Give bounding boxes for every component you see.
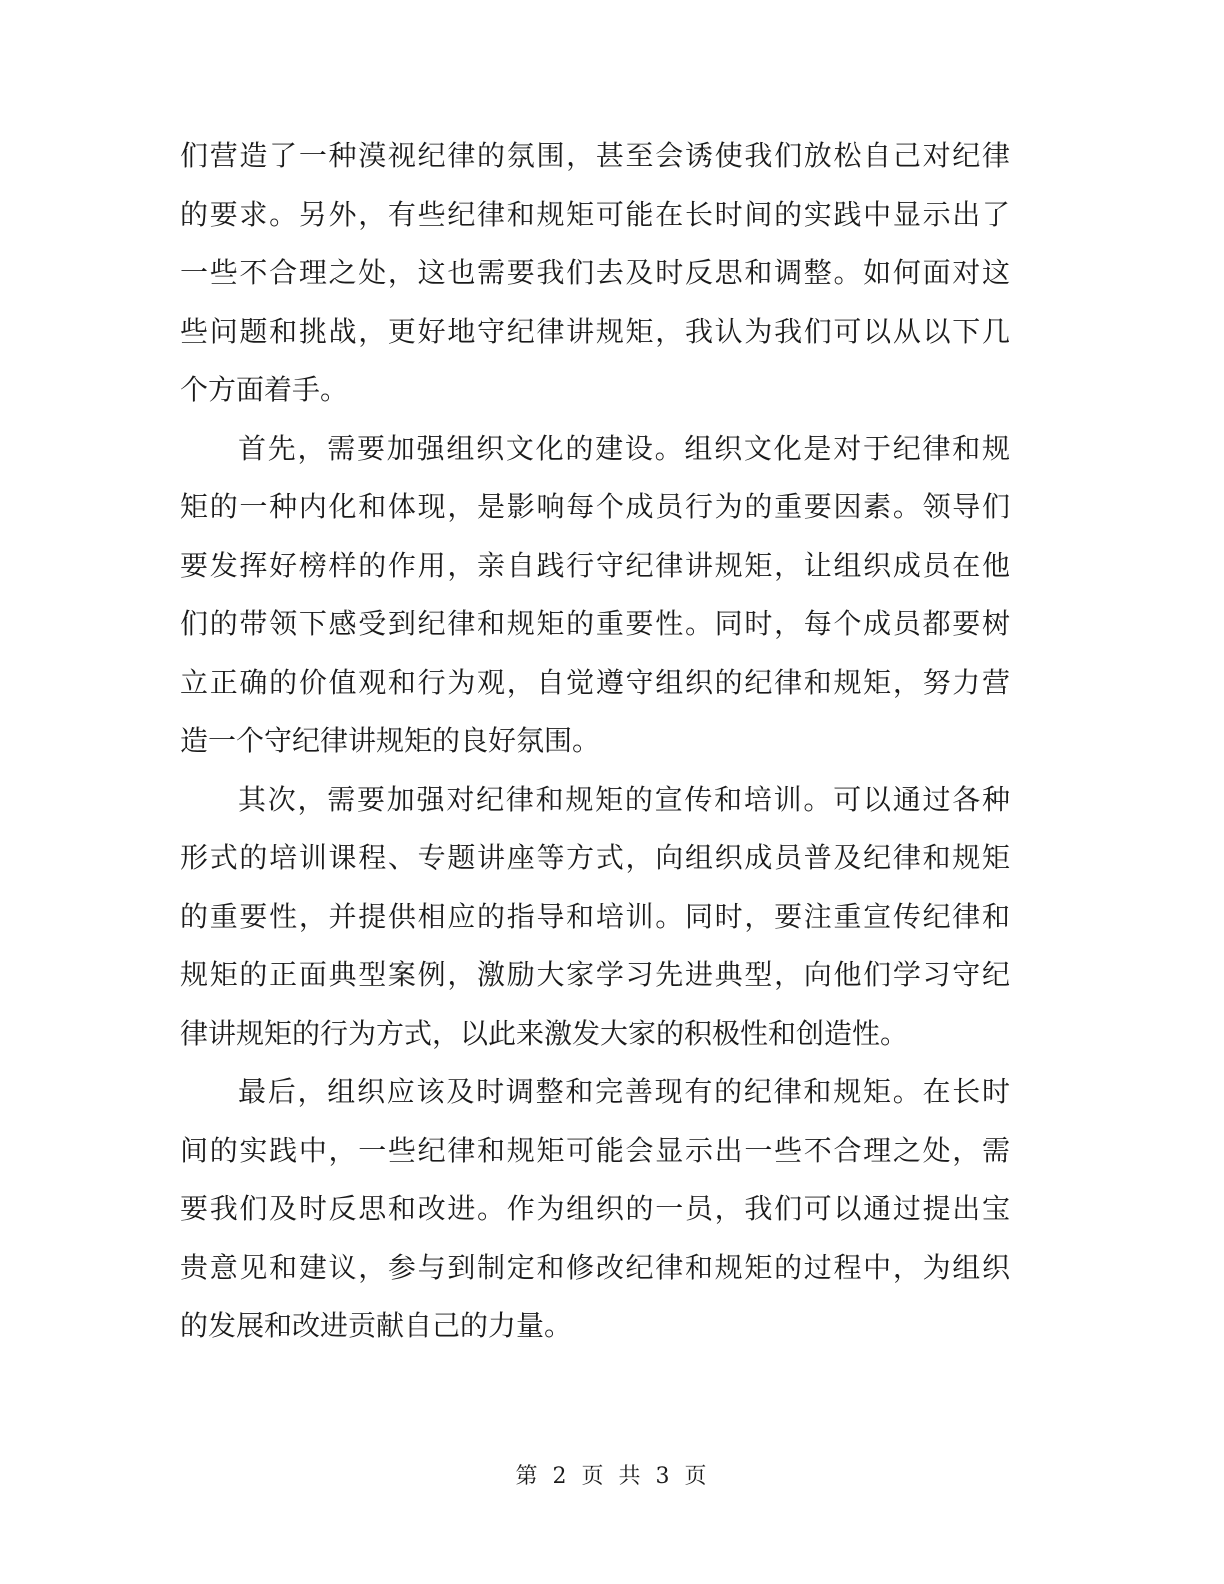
text-line: 形式的培训课程、专题讲座等方式，向组织成员普及纪律和规矩 (180, 841, 1010, 874)
text-line: 贵意见和建议，参与到制定和修改纪律和规矩的过程中，为组织 (180, 1250, 1010, 1284)
text-line: 立正确的价值观和行为观，自觉遵守组织的纪律和规矩，努力营 (180, 665, 1010, 699)
text-line: 造一个守纪律讲规矩的良好氛围。 (180, 724, 601, 757)
text-line: 首先，需要加强组织文化的建设。组织文化是对于纪律和规 (238, 431, 1010, 465)
text-line: 规矩的正面典型案例，激励大家学习先进典型，向他们学习守纪 (180, 958, 1010, 991)
text-line: 个方面着手。 (180, 373, 349, 406)
paragraph (180, 420, 1010, 771)
text-line: 其次，需要加强对纪律和规矩的宣传和培训。可以通过各种 (238, 782, 1010, 816)
document-body (180, 127, 1010, 1356)
paragraph (180, 771, 1010, 1064)
text-line: 的发展和改进贡献自己的力量。 (180, 1309, 573, 1342)
text-line: 们营造了一种漠视纪律的氛围，甚至会诱使我们放松自己对纪律 (180, 139, 1010, 172)
text-line: 的要求。另外，有些纪律和规矩可能在长时间的实践中显示出了 (180, 197, 1010, 231)
text-line: 些问题和挑战，更好地守纪律讲规矩，我认为我们可以从以下几 (180, 314, 1010, 348)
paragraph (180, 1063, 1010, 1356)
text-line: 要发挥好榜样的作用，亲自践行守纪律讲规矩，让组织成员在他 (180, 548, 1010, 582)
text-line: 们的带领下感受到纪律和规矩的重要性。同时，每个成员都要树 (180, 607, 1010, 640)
text-line: 一些不合理之处，这也需要我们去及时反思和调整。如何面对这 (180, 256, 1010, 289)
text-line: 律讲规矩的行为方式，以此来激发大家的积极性和创造性。 (180, 1016, 909, 1050)
paragraph (180, 127, 1010, 420)
text-line: 的重要性，并提供相应的指导和培训。同时，要注重宣传纪律和 (180, 899, 1010, 933)
text-line: 要我们及时反思和改进。作为组织的一员，我们可以通过提出宝 (180, 1192, 1010, 1225)
text-line: 矩的一种内化和体现，是影响每个成员行为的重要因素。领导们 (180, 490, 1010, 523)
text-line: 最后，组织应该及时调整和完善现有的纪律和规矩。在长时 (238, 1075, 1010, 1108)
page-number-footer: 第 2 页 共 3 页 (515, 1464, 709, 1489)
text-line: 间的实践中，一些纪律和规矩可能会显示出一些不合理之处，需 (180, 1133, 1010, 1167)
